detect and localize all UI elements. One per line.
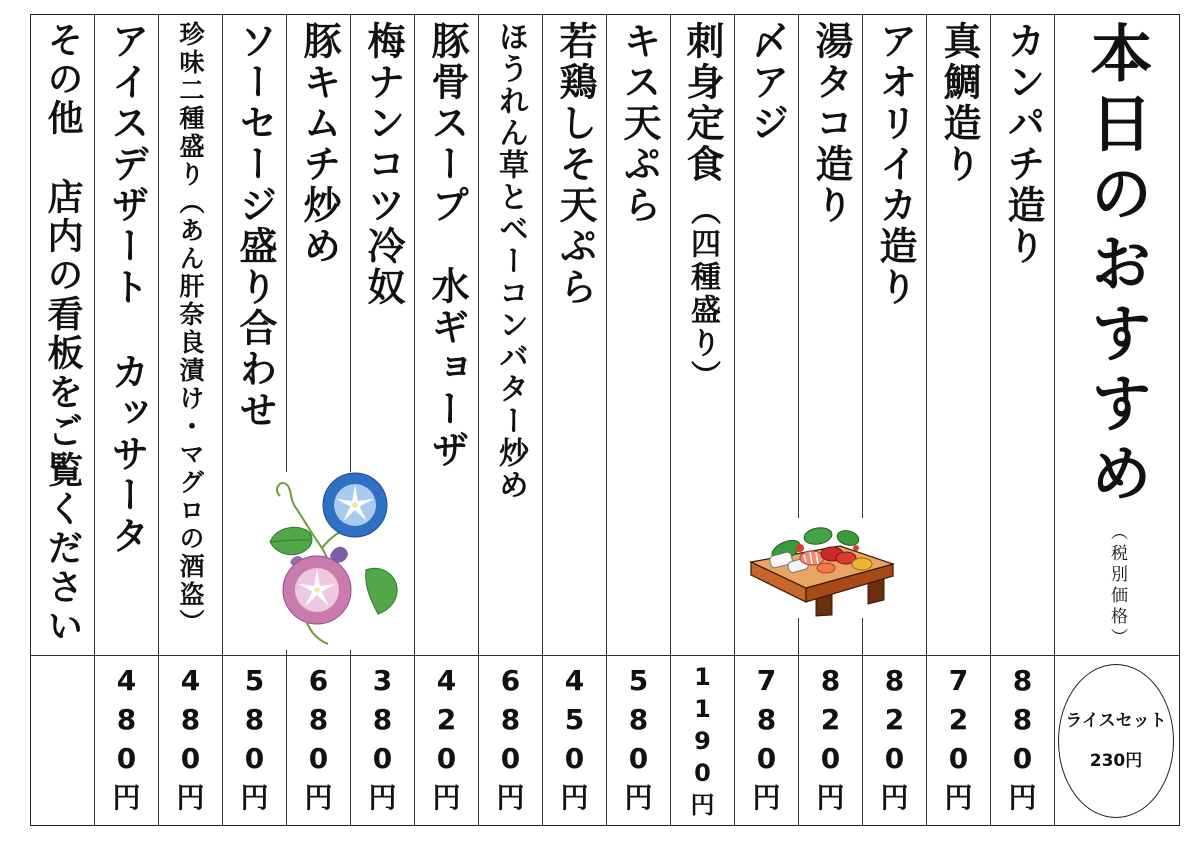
menu-item [863,15,927,825]
menu-item-name: 豚骨スープ [425,21,469,226]
menu-item [351,15,415,825]
menu-item-note: （四種盛り） [685,195,720,393]
menu-item-price: 450円 [560,664,589,814]
menu-item-price: 680円 [496,664,525,814]
menu-item-name: アオリイカ造り [873,21,917,308]
menu-item-name: 真鯛造り [937,21,981,185]
menu-item [799,15,863,825]
menu-item-name: ほうれん草とベーコンバター炒め [493,21,528,501]
menu-item [95,15,159,825]
menu-item-name-group [671,21,734,393]
menu-item-price: 880円 [1008,664,1037,814]
menu-item-name: 刺身定食 [680,21,724,185]
menu-item-name: カンパチ造り [1001,21,1045,267]
sashimi-platter-illustration [748,518,896,618]
menu-item-name: 珍味二種盛り [176,21,205,189]
rice-set-badge [1058,664,1174,818]
menu-item-name: 梅ナンコツ冷奴 [361,21,405,308]
menu-item [287,15,351,825]
menu-item-name: 〆アジ [745,21,789,144]
rice-set-price: 230円 [1089,751,1143,771]
menu-item-name-sub: カッサータ [105,352,149,557]
tax-note: （税別価格） [1107,523,1127,649]
menu-item [607,15,671,825]
menu-item [543,15,607,825]
menu-title: 本日のおすすめ [1080,21,1153,511]
menu-item-price: 380円 [368,664,397,814]
menu-item-name: 若鶏しそ天ぷら [553,21,597,308]
menu-item-price: 480円 [112,664,141,814]
menu-item-name-group [159,21,222,637]
other-notice-text [31,21,94,646]
menu-item [927,15,991,825]
menu-item-price: 580円 [240,664,269,814]
menu-item [735,15,799,825]
menu-item-name-group [415,21,478,471]
menu-item [159,15,223,825]
other-notice-column [31,15,95,825]
menu-item-price: 780円 [752,664,781,814]
menu-item-price: 820円 [816,664,845,814]
menu-item-name: アイスデザート [105,21,149,308]
menu-item-price: 720円 [944,664,973,814]
other-heading: その他 [42,21,83,138]
menu-item-name: キス天ぷら [617,21,661,226]
menu-item-name-sub: 水ギョーザ [425,266,469,471]
menu-item [479,15,543,825]
menu-item [415,15,479,825]
menu-item-price: 580円 [624,664,653,814]
menu-item-price: 420円 [432,664,461,814]
menu-frame [30,14,1180,826]
menu-item [223,15,287,825]
title-column [1055,15,1178,825]
menu-item-price: 1190円 [690,663,715,819]
price-divider [31,655,1179,656]
menu-item [991,15,1055,825]
menu-item-price: 680円 [304,664,333,814]
morning-glory-illustration [266,472,400,650]
menu-item-name-group [95,21,158,557]
menu-item-price: 480円 [176,664,205,814]
other-text: 店内の看板をご覧ください [42,178,83,646]
rice-set-label: ライスセット [1065,711,1167,731]
menu-item [671,15,735,825]
menu-item-name: 豚キムチ炒め [297,21,341,267]
menu-item-note: （あん肝奈良漬け・マグロの酒盗） [176,189,205,637]
menu-item-name: ソーセージ盛り合わせ [233,21,277,431]
menu-item-price: 820円 [880,664,909,814]
menu-item-name: 湯タコ造り [809,21,853,226]
